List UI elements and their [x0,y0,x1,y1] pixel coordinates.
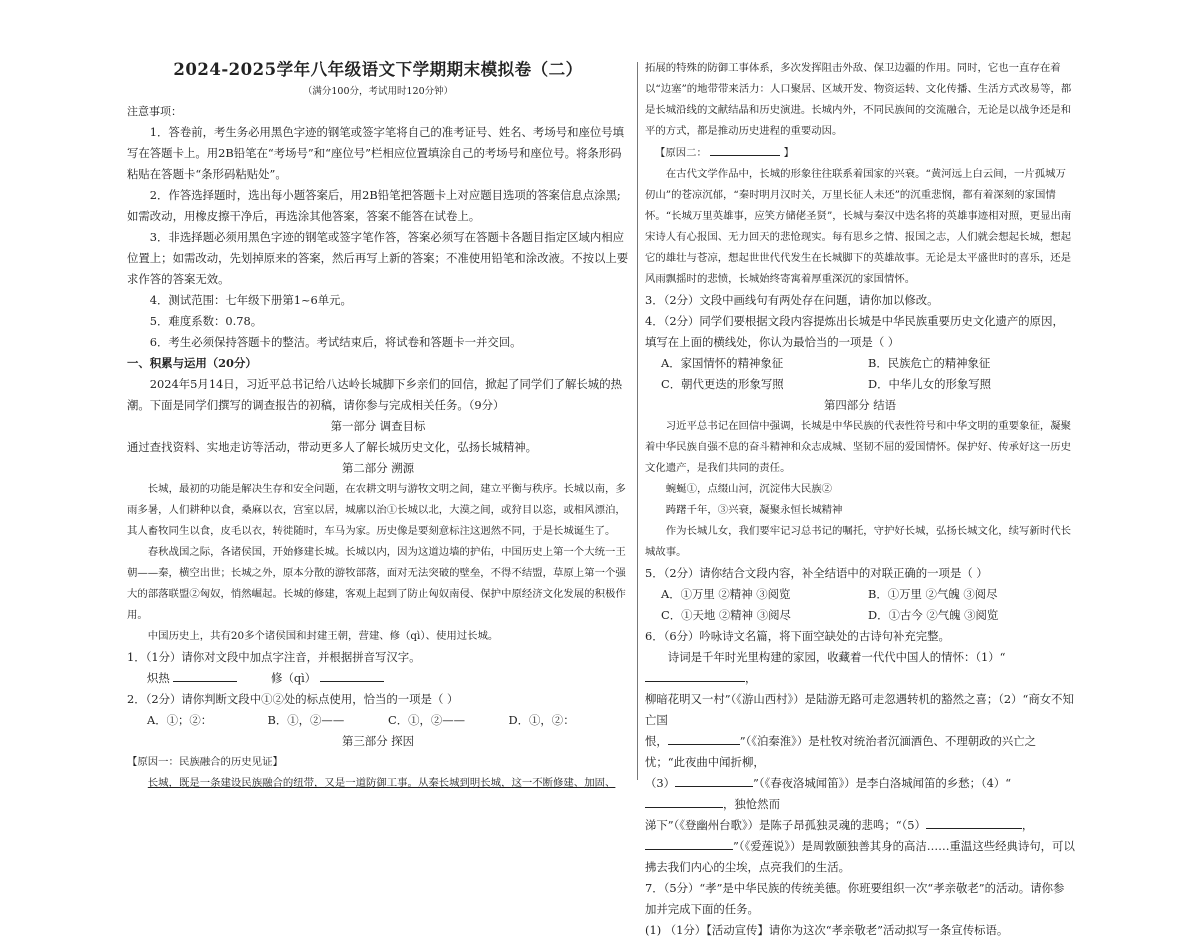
option-d: D．①，②： [508,713,575,727]
q6-text: 诗词是千年时光里构建的家园，收藏着一代代中国人的情怀：（1）“ [667,650,1006,664]
part-heading-1: 第一部分 调查目标 [330,419,426,433]
part-heading-3: 第三部分 探因 [342,734,414,748]
question-5-options [645,584,1075,626]
question-2-options [127,710,629,731]
q6-text: ”（《爱莲说》）是周敦颐独善其身的高洁……重温这些经典诗句，可以拂去我们内心的尘埃，点亮我们的生活。 [645,839,1075,874]
note-item-6: 6．考生必须保持答题卡的整洁。考试结束后，将试卷和答题卡一并交回。 [149,335,522,349]
couplet-line-1: 蜿蜒①，点缀山河，沉淀伟大民族② [665,483,833,495]
answer-blank[interactable] [320,668,384,682]
reason-2-prefix: 【原因二： [655,147,707,159]
answer-blank[interactable] [645,794,723,808]
left-column [127,58,629,794]
exam-subtitle: （满分100分，考试用时120分钟） [302,86,454,97]
q6-line: 诗词是千年时光里构建的家园，收藏着一代代中国人的情怀：（1）“， [645,647,1075,689]
q6-line [645,773,1075,815]
reason-2-heading [645,142,1075,164]
passage-paragraph: 作为长城儿女，我们要牢记习总书记的嘱托，守护好长城，弘扬长城文化，续写新时代长城故事。 [645,525,1072,558]
notes-heading: 注意事项： [127,105,182,118]
question-1: 1．（1分）请你对文段中加点字注音，并根据拼音写汉字。 [127,650,421,664]
question-5: 5．（2分）请你结合文段内容，补全结语中的对联正确的一项是（ ） [645,566,988,580]
note-item-4: 4．测试范围：七年级下册第1~6单元。 [149,293,352,307]
intro-paragraph: 2024年5月14日，习近平总书记给八达岭长城脚下乡亲们的回信，掀起了同学们了解长城的热潮。下面是同学们撰写的调查报告的初稿，请你参与完成相关任务。（9分） [127,377,622,412]
note-item-2: 2．作答选择题时，选出每小题答案后，用2B铅笔把答题卡上对应题目选项的答案信息点涂黑;如需改动，用橡皮擦干净后，再选涂其他答案，答案不能答在试卷上。 [127,188,621,223]
q6-text: ”（《泊秦淮》）是杜牧对统治者沉湎酒色、不理朝政的兴亡之忧；“此夜曲中闻折柳， [645,734,1037,769]
q1-item-a: 炽热 [147,671,170,685]
answer-blank[interactable] [645,836,733,850]
question-3: 3．（2分）文段中画线句有两处存在问题，请你加以修改。 [645,293,939,307]
q6-text: 恨， [645,734,668,748]
answer-blank[interactable] [926,815,1022,829]
note-item-3: 3．非选择题必须用黑色字迹的钢笔或签字笔作答，答案必须写在答题卡各题目指定区域内相应位置上；如需改动，先划掉原来的答案，然后再写上新的答案；不准使用铅笔和涂改液。不按以上要求作答的答案无效。 [127,230,629,286]
answer-blank[interactable] [645,668,745,682]
part1-text: 通过查找资料、实地走访等活动，带动更多人了解长城历史文化，弘扬长城精神。 [127,440,538,454]
question-2: 2．（2分）请你判断文段中①②处的标点使用，恰当的一项是（ ） [127,692,459,706]
note-item-5: 5．难度系数：0.78。 [149,314,263,328]
passage-paragraph: 中国历史上，共有20多个诸侯国和封建王朝，营建、修（qì）、使用过长城。 [147,630,499,642]
passage-paragraph: 春秋战国之际，各诸侯国，开始修建长城。长城以内，因为这道边墙的护佑，中国历史上第一个大统一王朝——秦，横空出世；长城之外，原本分散的游牧部落，面对无法突破的壁垒，不得不结盟，草原上第一个强大的部落联盟②匈奴，悄然崛起。长城的修建，客观上起到了防止匈奴南侵、保护中原经济文化发展的积极作用。 [127,546,626,621]
question-7-part-1: (1) （1分）【活动宣传】请你为这次“孝亲敬老”活动拟写一条宣传标语。 [645,923,1009,937]
reason-2-suffix: 】 [783,147,794,159]
question-7: 7．（5分）“孝”是中华民族的传统美德。你班要组织一次“孝亲敬老”的活动。请你参加并完成下面的任务。 [645,881,1065,916]
q1-item-b: 修（qì） [271,671,317,685]
page-title: 2024-2025学年八年级语文下学期期末模拟卷（二） [173,60,583,79]
answer-blank[interactable] [710,142,780,156]
q6-text: （3） [645,776,676,790]
q6-text: ，独怆然而 [723,797,780,811]
question-6: 6．（6分）吟咏诗文名篇，将下面空缺处的古诗句补充完整。 [645,629,950,643]
question-1-answers [127,668,629,689]
option-c: C．①，②—— [388,713,466,727]
note-item-1: 1．答卷前，考生务必用黑色字迹的钢笔或签字笔将自己的准考证号、姓名、考场号和座位号填写在答题卡上。用2B铅笔在“考场号”和“座位号”栏相应位置填涂自己的考场号和座位号。将条形码粘贴在答题卡“条形码粘贴处”。 [127,125,625,181]
q6-text: 涕下”（《登幽州台歌》）是陈子昂孤独灵魂的悲鸣；“（5） [645,818,926,832]
question-4-options [645,353,1075,395]
column-divider [637,62,638,780]
q6-line: 柳暗花明又一村”（《游山西村》）是陆游无路可走忽遇转机的豁然之喜；（2）“商女不知亡国 [645,692,1074,727]
reason-1-heading: 【原因一：民族融合的历史见证】 [127,756,283,768]
option-b: B．①，②—— [267,713,345,727]
option-a: A．家国情怀的精神象征 [661,356,784,370]
option-c: C．①天地 ②精神 ③阅尽 [661,608,791,622]
part-heading-2: 第二部分 溯源 [342,461,414,475]
passage-paragraph: 长城，既是一条建设民族融合的纽带，又是一道防御工事。从秦长城到明长城，这一不断修建、加固、 [147,777,616,789]
option-d: D．中华儿女的形象写照 [868,377,992,391]
option-d: D．①古今 ②气魄 ③阅览 [868,608,999,622]
part-heading-4: 第四部分 结语 [824,398,896,412]
answer-blank[interactable] [675,773,753,787]
q6-line: 涕下”（《登幽州台歌》）是陈子昂孤独灵魂的悲鸣；“（5） ， [645,815,1075,836]
right-column [645,58,1075,941]
passage-paragraph: 在古代文学作品中，长城的形象往往联系着国家的兴衰。“黄河远上白云间，一片孤城万仞山”的苍凉沉郁，“秦时明月汉时关，万里长征人未还”的沉重悲悯，都有着深刻的家国情怀。“长城万里英雄事，应笑方储佬圣贤”，长城与秦汉中迭名将的英雄事迹相对照，更显出南宋诗人有心报国、无力回天的悲怆现实。每有思乡之情、报国之志，人们就会想起长城，想起它的雄壮与苍凉，想起世世代代发生在长城脚下的英雄故事。无论是太平盛世时的喜乐，还是风雨飘摇时的悲愤，长城始终寄寓着厚重深沉的家国情怀。 [645,168,1072,285]
passage-paragraph: 拓展的特殊的防御工事体系，多次发挥阻击外敌、保卫边疆的作用。同时，它也一直存在着以“边塞”的地带带来活力：人口聚居、区域开发、物资运转、文化传播、生活方式改易等，都是长城沿线的文献结晶和历史演进。长城内外，不同民族间的交流融合，无论是以战争还是和平的方式，都是推动历史进程的重要动因。 [645,62,1072,137]
option-a: A．①；②： [147,713,213,727]
q6-line [645,731,1075,773]
section-heading: 一、积累与运用（20分） [127,356,257,370]
option-b: B．①万里 ②气魄 ③阅尽 [868,587,998,601]
q6-text: ”（《春夜洛城闻笛》）是李白洛城闻笛的乡愁；（4）“ [753,776,1012,790]
passage-paragraph: 习近平总书记在回信中强调，长城是中华民族的代表性符号和中华文明的重要象征，凝聚着中华民族自强不息的奋斗精神和众志成城、坚韧不屈的爱国情怀。保护好、传承好这一历史文化遗产，是我们共同的责任。 [645,420,1072,474]
option-b: B．民族危亡的精神象征 [868,356,991,370]
answer-blank[interactable] [668,731,740,745]
q6-line [645,836,1075,878]
option-a: A．①万里 ②精神 ③阅览 [661,587,791,601]
question-4: 4．（2分）同学们要根据文段内容提炼出长城是中华民族重要历史文化遗产的原因，填写在上面的横线处，你认为最恰当的一项是（ ） [645,314,1064,349]
couplet-line-2: 踌躇千年，③兴衰，凝聚永恒长城精神 [665,504,843,516]
passage-paragraph: 长城，最初的功能是解决生存和安全问题，在农耕文明与游牧文明之间，建立平衡与秩序。长城以南，多雨多暑，人们耕种以食，桑麻以衣，宫室以居，城廓以治①长城以北，大漠之间，或狩目以恣，或相风漂泊，其人畜牧同生以食，皮毛以衣，转徙随时，车马为家。历史像是要刻意标注这迥然不同，于是长城诞生了。 [127,483,626,537]
answer-blank[interactable] [173,668,237,682]
option-c: C．朝代更迭的形象写照 [661,377,784,391]
